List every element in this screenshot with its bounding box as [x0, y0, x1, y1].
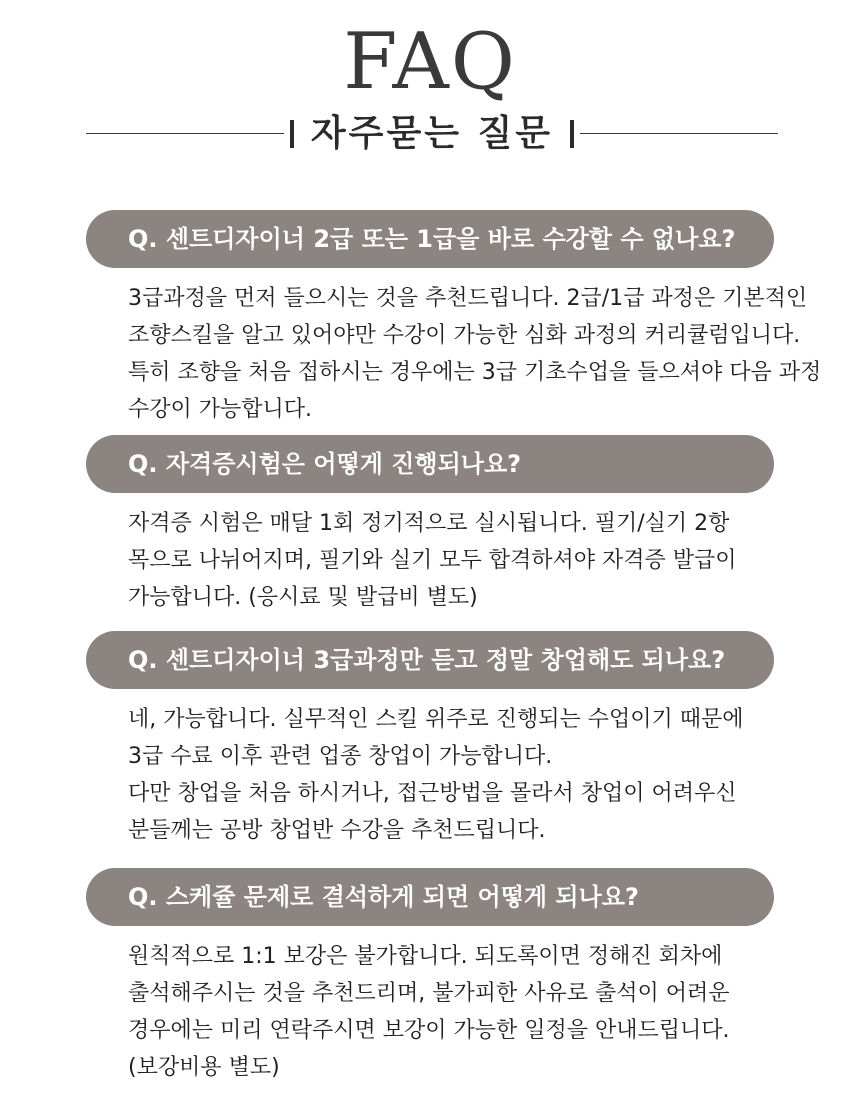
answer-line: 가능합니다. (응시료 및 발급비 별도): [128, 585, 478, 610]
faq-question-4[interactable]: Q. 스케쥴 문제로 결석하게 되면 어떻게 되나요?: [86, 868, 774, 926]
page-title: FAQ: [343, 17, 517, 107]
faq-answer-2: [128, 505, 774, 616]
faq-answer-4: [128, 938, 774, 1086]
faq-item-2: [86, 435, 774, 616]
faq-item-3: [86, 631, 774, 849]
answer-line: 조향스킬을 알고 있어야만 수강이 가능한 심화 과정의 커리큘럼입니다.: [128, 323, 801, 348]
answer-line: 분들께는 공방 창업반 수강을 추천드립니다.: [128, 818, 546, 843]
answer-line: 특히 조향을 처음 접하시는 경우에는 3급 기초수업을 들으셔야 다음 과정: [128, 360, 822, 385]
answer-line: 출석해주시는 것을 추천드리며, 불가피한 사유로 출석이 어려운: [128, 981, 730, 1006]
answer-line: 네, 가능합니다. 실무적인 스킬 위주로 진행되는 수업이기 때문에: [128, 707, 744, 732]
faq-item-4: [86, 868, 774, 1086]
right-accent-bar: [570, 120, 574, 148]
page-subtitle: 자주묻는 질문: [310, 113, 554, 154]
answer-line: (보강비용 별도): [128, 1055, 280, 1080]
faq-question-2[interactable]: Q. 자격증시험은 어떻게 진행되나요?: [86, 435, 774, 493]
faq-answer-1: [128, 280, 822, 428]
faq-answer-3: [128, 701, 774, 849]
answer-line: 3급 수료 이후 관련 업종 창업이 가능합니다.: [128, 744, 553, 769]
answer-line: 목으로 나뉘어지며, 필기와 실기 모두 합격하셔야 자격증 발급이: [128, 548, 737, 573]
right-divider-line: [580, 133, 778, 134]
faq-question-1[interactable]: Q. 센트디자이너 2급 또는 1급을 바로 수강할 수 없나요?: [86, 210, 774, 268]
faq-question-3[interactable]: Q. 센트디자이너 3급과정만 듣고 정말 창업해도 되나요?: [86, 631, 774, 689]
answer-line: 다만 창업을 처음 하시거나, 접근방법을 몰라서 창업이 어려우신: [128, 781, 737, 806]
answer-line: 원칙적으로 1:1 보강은 불가합니다. 되도록이면 정해진 회차에: [128, 944, 723, 969]
left-divider-line: [86, 133, 284, 134]
faq-item-1: [86, 210, 822, 428]
answer-line: 수강이 가능합니다.: [128, 397, 313, 422]
answer-line: 경우에는 미리 연락주시면 보강이 가능한 일정을 안내드립니다.: [128, 1018, 730, 1043]
answer-line: 자격증 시험은 매달 1회 정기적으로 실시됩니다. 필기/실기 2항: [128, 511, 730, 536]
answer-line: 3급과정을 먼저 들으시는 것을 추천드립니다. 2급/1급 과정은 기본적인: [128, 286, 808, 311]
subtitle-row: [86, 110, 778, 158]
